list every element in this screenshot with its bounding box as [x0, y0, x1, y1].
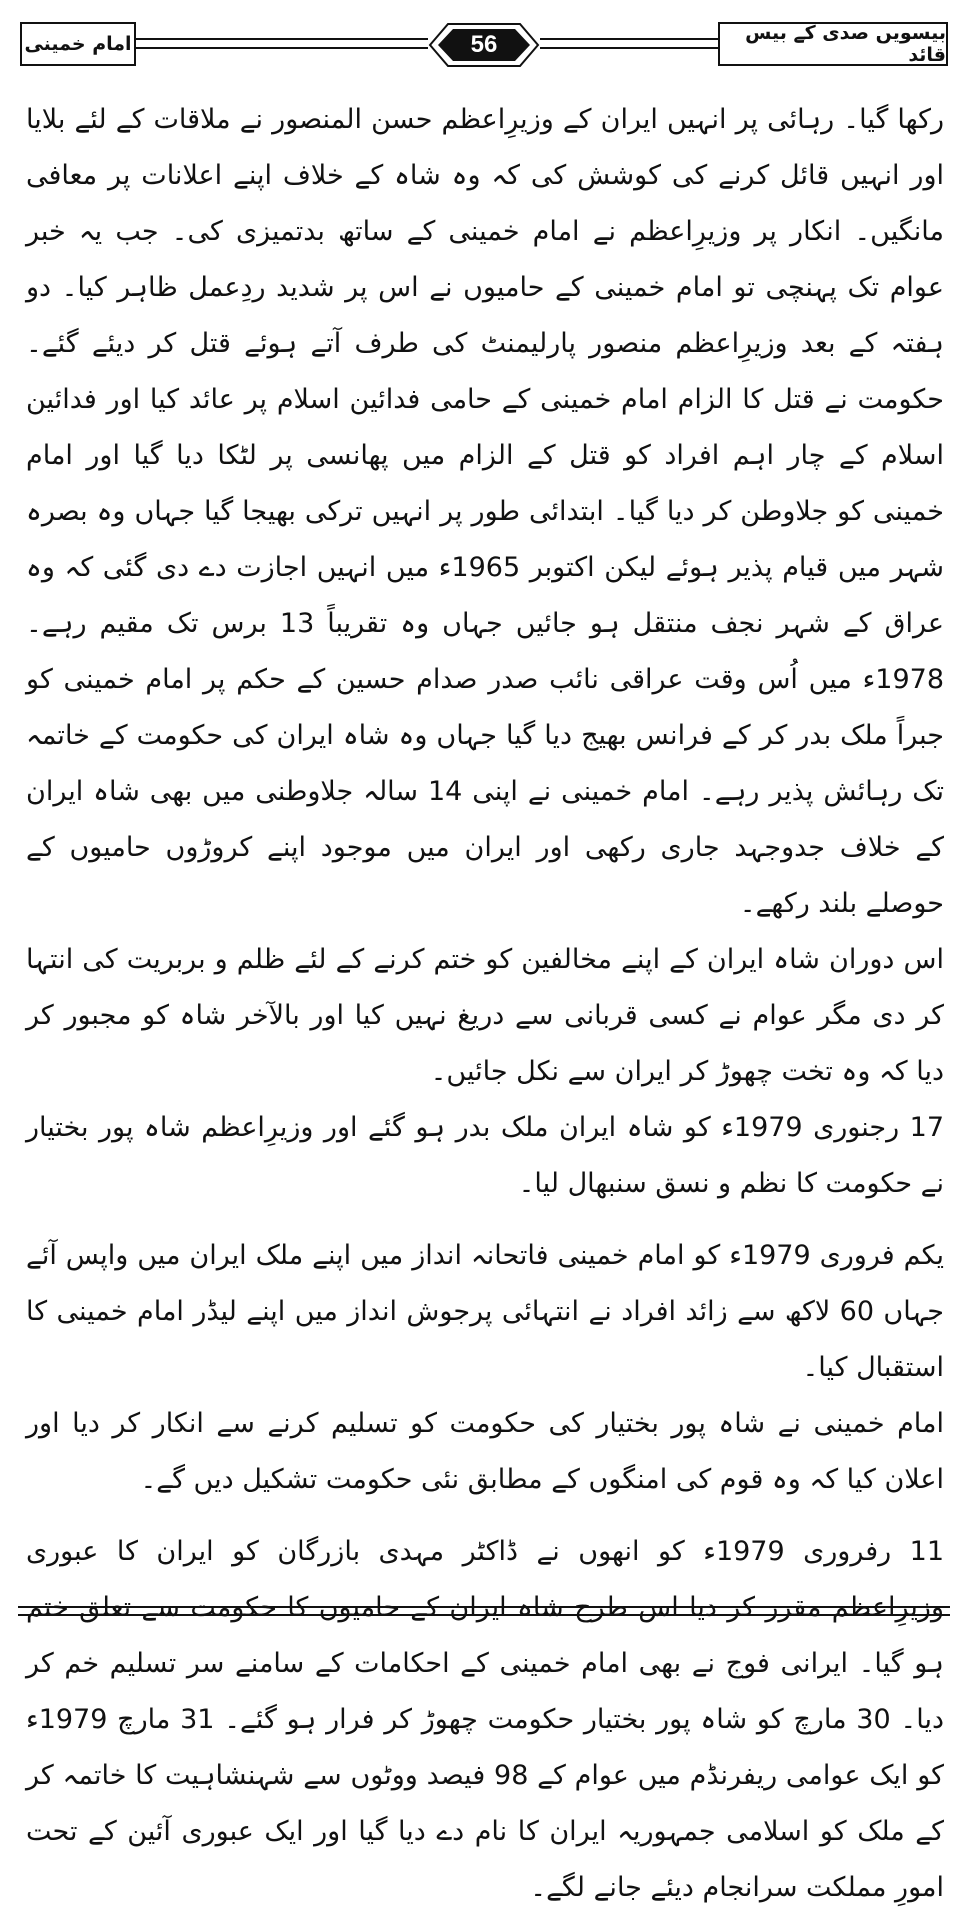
header-rule-left-top: [136, 38, 428, 40]
header-rule-right-bottom: [540, 47, 720, 49]
paragraph-6: 11 رفروری 1979ء کو انھوں نے ڈاکٹر مہدی بازرگان کو ایران کا عبوری وزیرِاعظم مقرر کر دیا اس طرح شاہ ایران کے حامیوں کا حکومت سے تعلق ختم ہو گیا۔ ایرانی فوج نے بھی امام خمینی کے احکامات کے سامنے سر تسلیم خم کر دیا۔ 30 مارچ کو شاہ پور بختیار حکومت چھوڑ کر فرار ہو گئے۔ 31 مارچ 1979ء کو ایک عوامی ریفرنڈم میں عوام کے 98 فیصد ووٹوں سے شہنشاہیت کا خاتمہ کر کے ملک کو اسلامی جمہوریہ ایران کا نام دے دیا گیا اور ایک عبوری آئین کے تحت امورِ مملکت سرانجام دیئے جانے لگے۔: [26, 1536, 945, 1903]
page-number-badge: [426, 20, 542, 70]
book-title-box: [718, 22, 948, 66]
paragraph-3: 17 رجنوری 1979ء کو شاہ ایران ملک بدر ہو گئے اور وزیرِاعظم شاہ پور بختیار نے حکومت کا نظم و نسق سنبھال لیا۔: [26, 1112, 944, 1199]
page-number: 56: [470, 31, 498, 58]
footer-rule-bottom: [18, 1614, 950, 1616]
paragraph-5: امام خمینی نے شاہ پور بختیار کی حکومت کو تسلیم کرنے سے انکار کر دیا اور اعلان کیا کہ وہ قوم کی امنگوں کے مطابق نئی حکومت تشکیل دیں گے۔: [26, 1408, 944, 1495]
page-header: [18, 20, 950, 78]
header-rule-left-bottom: [136, 47, 428, 49]
chapter-title: امام خمینی: [24, 33, 132, 55]
footer-rule-top: [18, 1606, 950, 1608]
page-body: [26, 92, 945, 1903]
chapter-title-box: [20, 22, 136, 66]
book-title: بیسویں صدی کے بیس قائد: [745, 22, 946, 66]
paragraph-1: رکھا گیا۔ رہائی پر انہیں ایران کے وزیرِاعظم حسن المنصور نے ملاقات کے لئے بلایا اور انہیں قائل کرنے کی کوشش کی کہ وہ شاہ کے خلاف اپنے اعلانات پر معافی مانگیں۔ انکار پر وزیرِاعظم نے امام خمینی کے ساتھ بدتمیزی کی۔ جب یہ خبر عوام تک پہنچی تو امام خمینی کے حامیوں نے اس پر شدید ردِعمل ظاہر کیا۔ دو ہفتہ کے بعد وزیرِاعظم منصور پارلیمنٹ کی طرف آتے ہوئے قتل کر دیئے گئے۔ حکومت نے قتل کا الزام امام خمینی کے حامی فدائین اسلام پر عائد کیا اور فدائین اسلام کے چار اہم افراد کو قتل کے الزام میں پھانسی پر لٹکا دیا گیا اور امام خمینی کو جلاوطن کر دیا گیا۔ ابتدائی طور پر انہیں ترکی بھیجا گیا جہاں وہ بصرہ شہر میں قیام پذیر ہوئے لیکن اکتوبر 1965ء میں انہیں اجازت دے دی گئی کہ وہ عراق کے شہر نجف منتقل ہو جائیں جہاں وہ تقریباً 13 برس تک مقیم رہے۔ 1978ء میں اُس وقت عراقی نائب صدر صدام حسین کے حکم پر امام خمینی کو جبراً ملک بدر کر کے فرانس بھیج دیا گیا جہاں وہ شاہ ایران کی حکومت کے خاتمہ تک رہائش پذیر رہے۔ امام خمینی نے اپنی 14 سالہ جلاوطنی میں بھی شاہ ایران کے خلاف جدوجہد جاری رکھی اور ایران میں موجود اپنے کروڑوں حامیوں کے حوصلے بلند رکھے۔: [26, 104, 944, 919]
header-rule-right-top: [540, 38, 720, 40]
paragraph-2: اس دوران شاہ ایران کے اپنے مخالفین کو ختم کرنے کے لئے ظلم و بربریت کی انتہا کر دی مگر عوام نے کسی قربانی سے دریغ نہیں کیا اور بالآخر شاہ کو مجبور کر دیا کہ وہ تخت چھوڑ کر ایران سے نکل جائیں۔: [26, 944, 944, 1087]
paragraph-4: یکم فروری 1979ء کو امام خمینی فاتحانہ انداز میں اپنے ملک ایران میں واپس آئے جہاں 60 لاکھ سے زائد افراد نے انتہائی پرجوش انداز میں اپنے لیڈر امام خمینی کا استقبال کیا۔: [26, 1240, 945, 1383]
